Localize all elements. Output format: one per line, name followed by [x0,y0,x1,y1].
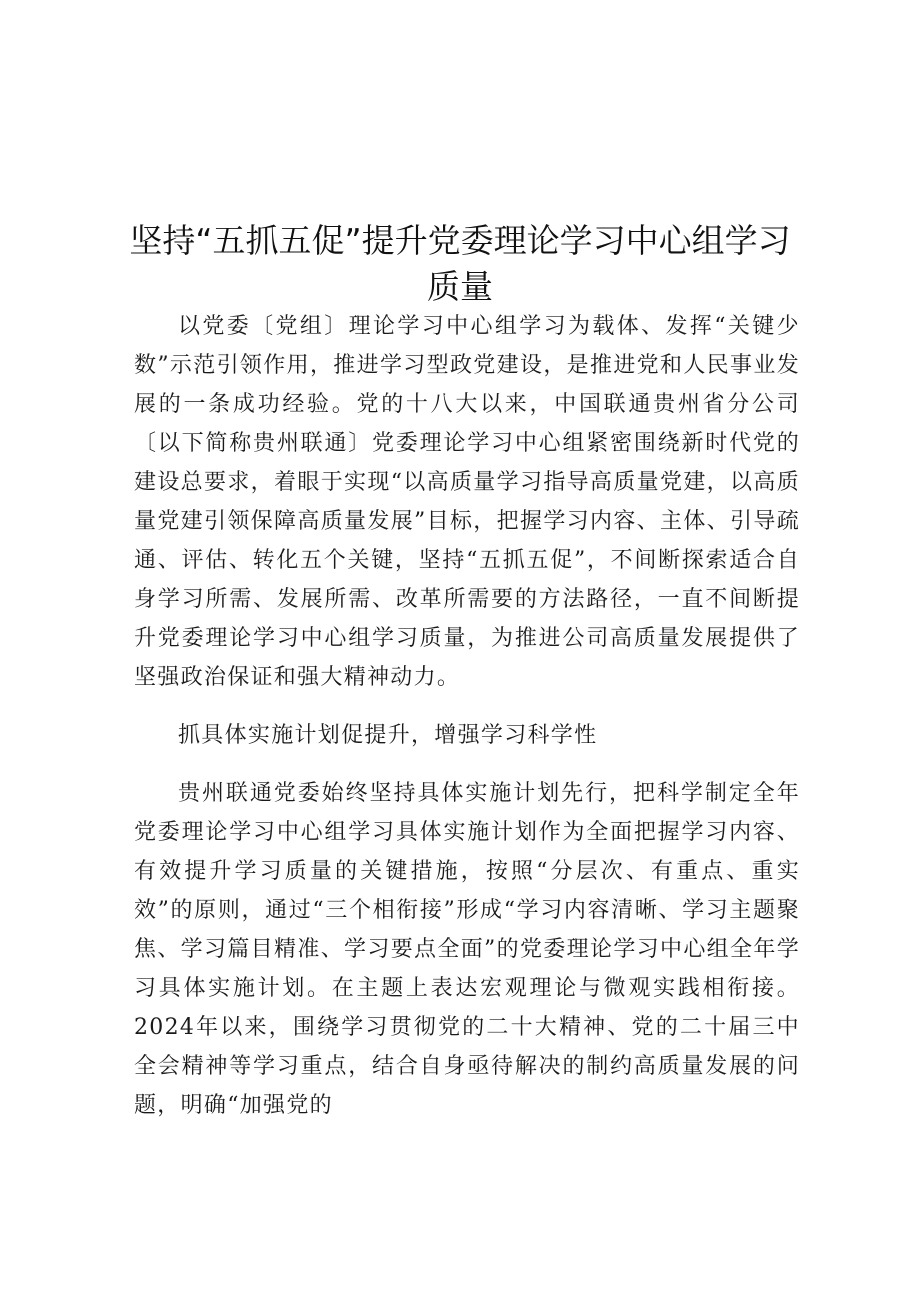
paragraph-section-body: 贵州联通党委始终坚持具体实施计划先行，把科学制定全年党委理论学习中心组学习具体实施计划作为全面把握学习内容、有效提升学习质量的关键措施，按照“分层次、有重点、重实效”的原则，通过“三个相衔接”形成“学习内容清晰、学习主题聚焦、学习篇目精准、学习要点全面”的党委理论学习中心组全年学习具体实施计划。在主题上表达宏观理论与微观实践相衔接。2024年以来，围绕学习贯彻党的二十大精神、党的二十届三中全会精神等学习重点，结合自身亟待解决的制约高质量发展的问题，明确“加强党的 [134,781,800,1118]
paragraph-intro: 以党委〔党组〕理论学习中心组学习为载体、发挥“关键少数”示范引领作用，推进学习型政党建设，是推进党和人民事业发展的一条成功经验。党的十八大以来，中国联通贵州省分公司〔以下简称贵州联通〕党委理论学习中心组紧密围绕新时代党的建设总要求，着眼于实现“以高质量学习指导高质量党建，以高质量党建引领保障高质量发展”目标，把握学习内容、主体、引导疏通、评估、转化五个关键，坚持“五抓五促”，不间断探索适合自身学习所需、发展所需、改革所需要的方法路径，一直不间断提升党委理论学习中心组学习质量，为推进公司高质量发展提供了坚强政治保证和强大精神动力。 [134,314,800,690]
document-title: 坚持“五抓五促”提升党委理论学习中心组学习质量 [129,221,791,306]
document-body [134,307,800,1125]
section-heading: 抓具体实施计划促提升，增强学习科学性 [178,723,598,748]
